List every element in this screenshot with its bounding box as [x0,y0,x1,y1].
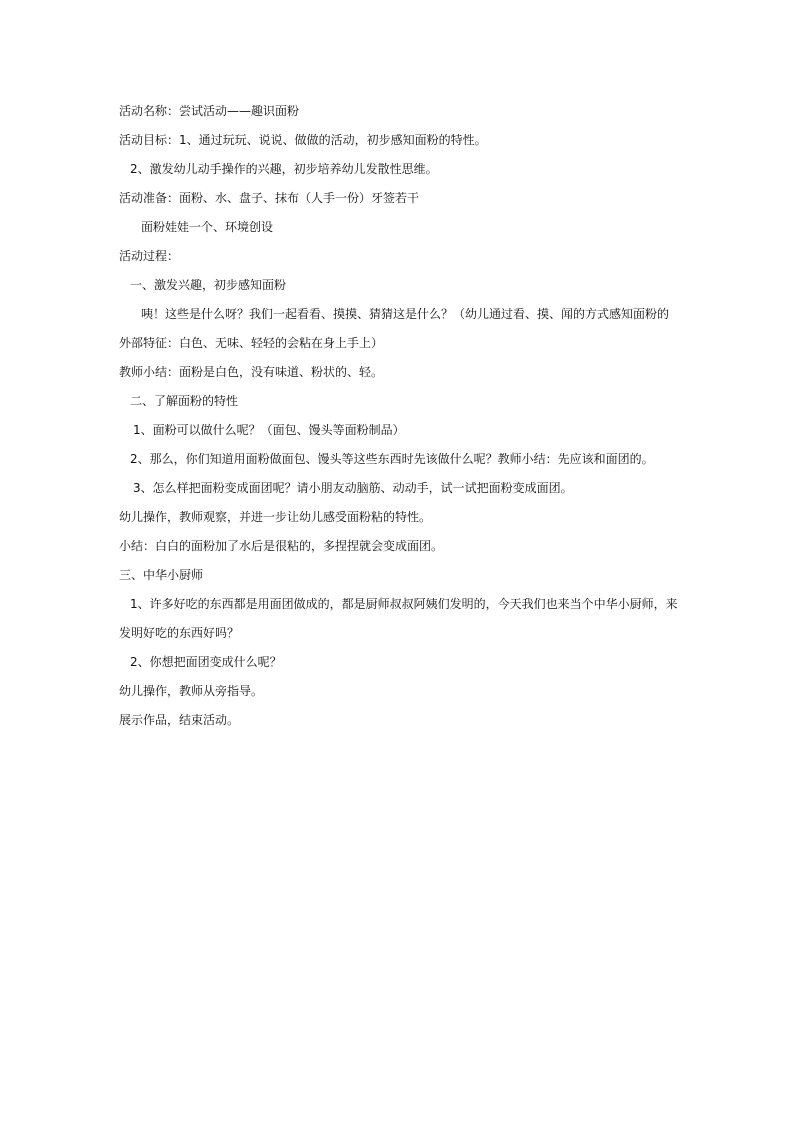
section-2-item-1: 1、面粉可以做什么呢？（面包、馒头等面粉制品） [133,423,405,437]
section-2-item-2: 2、那么，你们知道用面粉做面包、馒头等这些东西时先该做什么呢？教师小结：先应该和面团的。 [130,452,654,466]
section-2-item-3: 3、怎么样把面粉变成面团呢？请小朋友动脑筋、动动手，试一试把面粉变成面团。 [133,481,573,495]
summary-2: 小结：白白的面粉加了水后是很粘的，多捏捏就会变成面团。 [119,539,444,553]
activity-goal-2: 2、激发幼儿动手操作的兴趣，初步培养幼儿发散性思维。 [130,162,438,176]
section-3-item-1-cont: 发明好吃的东西好吗？ [119,626,240,640]
section-3-item-1: 1、许多好吃的东西都是用面团做成的，都是厨师叔叔阿姨们发明的，今天我们也来当个中华小厨师，来 [130,597,678,611]
teacher-summary-1: 教师小结：面粉是白色，没有味道、粉状的、轻。 [119,365,384,379]
section-1-paragraph: 咦！这些是什么呀？我们一起看看、摸摸、猜猜这是什么？（幼儿通过看、摸、闻的方式感知面粉的 [141,307,670,321]
section-2-heading: 二、了解面粉的特性 [130,394,239,408]
section-3-item-2: 2、你想把面团变成什么呢？ [130,655,282,669]
activity-name: 活动名称：尝试活动——趣识面粉 [119,104,300,118]
activity-preparation-cont: 面粉娃娃一个、环境创设 [141,220,274,234]
activity-goal-1: 活动目标：1、通过玩玩、说说、做做的活动，初步感知面粉的特性。 [119,133,487,147]
section-1-heading: 一、激发兴趣，初步感知面粉 [130,278,287,292]
document-body [119,100,679,738]
section-3-heading: 三、中华小厨师 [119,568,204,582]
section-1-paragraph-cont: 外部特征：白色、无味、轻轻的会粘在身上手上） [119,336,384,350]
activity-preparation: 活动准备：面粉、水、盘子、抹布（人手一份）牙签若干 [119,191,420,205]
child-operation-1: 幼儿操作，教师观察，并进一步让幼儿感受面粉粘的特性。 [119,510,432,524]
child-operation-2: 幼儿操作，教师从旁指导。 [119,684,264,698]
activity-process-heading: 活动过程： [119,249,180,263]
closing-line: 展示作品，结束活动。 [119,713,240,727]
